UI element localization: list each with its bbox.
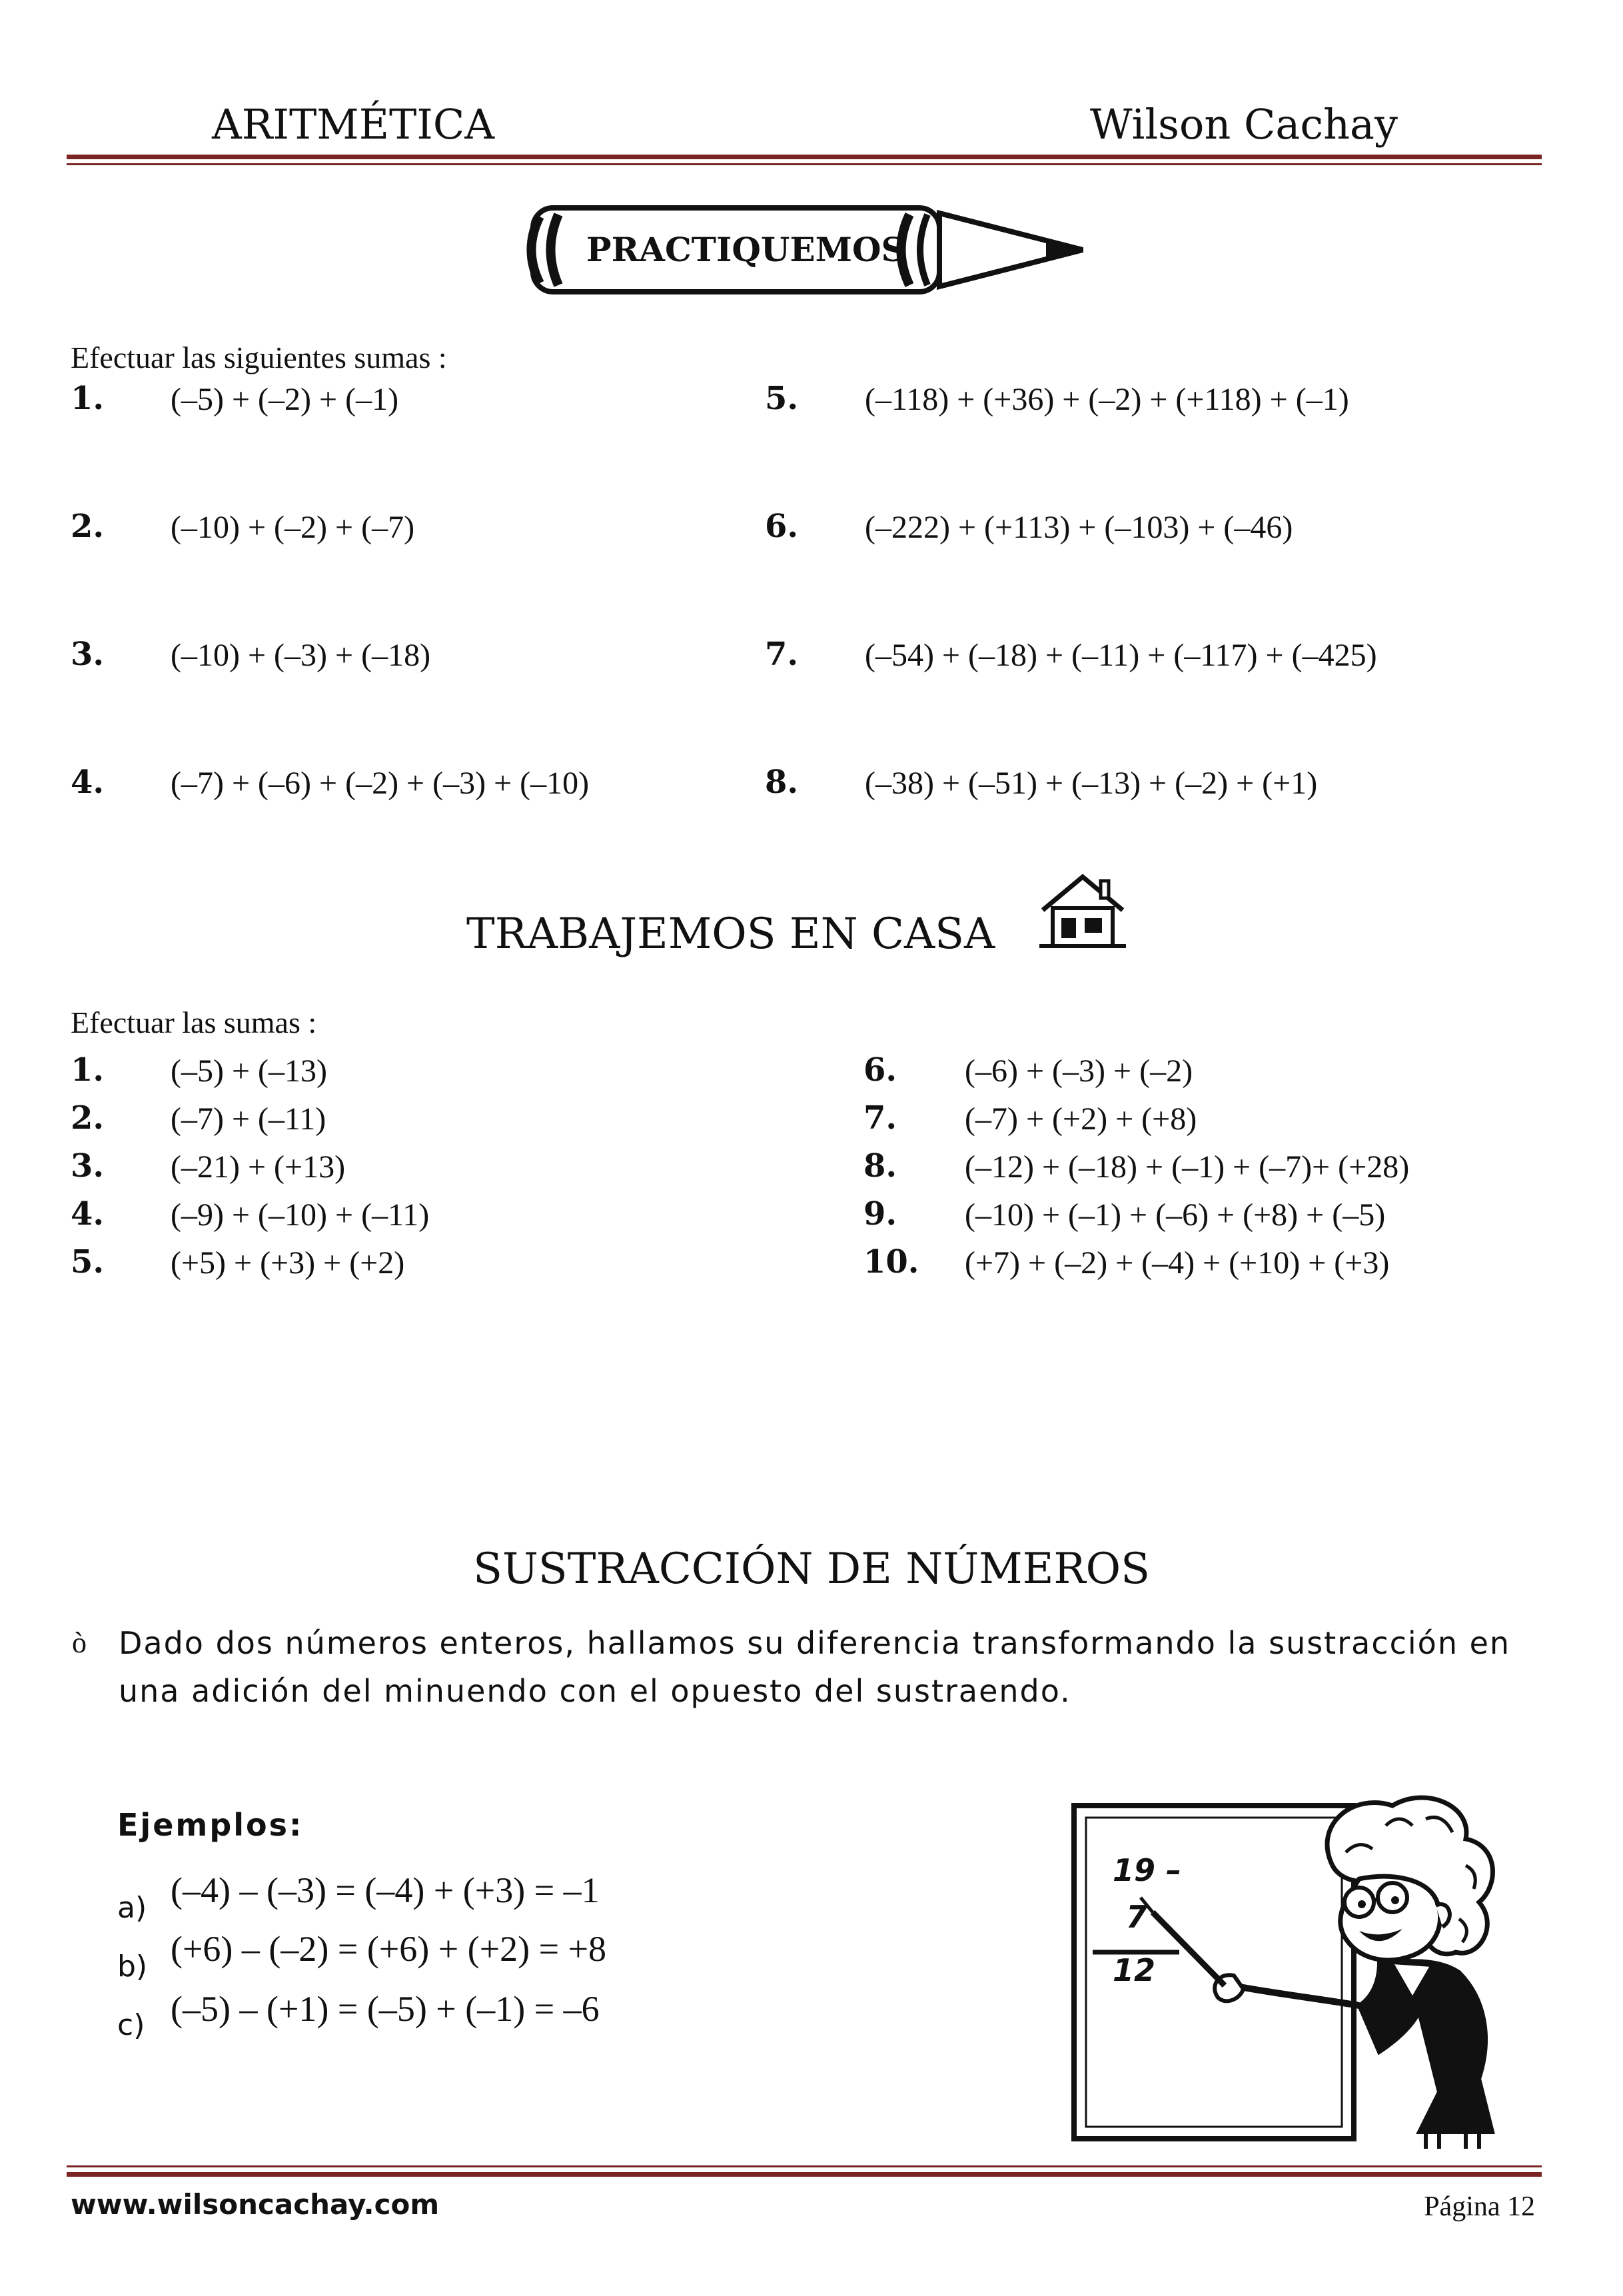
homework-item-expression: (–7) + (–11) — [171, 1101, 326, 1137]
practice-item-expression: (–5) + (–2) + (–1) — [171, 382, 399, 417]
practice-item-number: 5. — [765, 380, 799, 417]
homework-item-expression: (–21) + (+13) — [171, 1149, 346, 1185]
homework-title: TRABAJEMOS EN CASA — [466, 909, 995, 959]
practice-item-expression: (–7) + (–6) + (–2) + (–3) + (–10) — [171, 766, 590, 801]
homework-item-expression: (+5) + (+3) + (+2) — [171, 1245, 405, 1281]
footer-website-link[interactable]: www.wilsoncachay.com — [71, 2188, 440, 2221]
board-minuend: 19 – — [1113, 1852, 1182, 1888]
practice-item-number: 7. — [765, 636, 799, 673]
practice-item-number: 2. — [71, 508, 105, 545]
subtraction-definition-line-1: Dado dos números enteros, hallamos su diferencia transformando la sustracción en — [119, 1625, 1511, 1661]
header-rule-thick — [67, 155, 1542, 159]
homework-item-number: 7. — [863, 1099, 897, 1137]
example-equation: (–5) – (+1) = (–5) + (–1) = –6 — [171, 1989, 600, 2029]
board-result: 12 — [1113, 1952, 1156, 1988]
practice-item-number: 8. — [765, 764, 799, 801]
subtraction-definition-line-2: una adición del minuendo con el opuesto del sustraendo. — [119, 1673, 1071, 1709]
footer-page-number: Página 12 — [1424, 2191, 1535, 2222]
practice-instruction: Efectuar las siguientes sumas : — [71, 340, 447, 374]
homework-instruction: Efectuar las sumas : — [71, 1005, 317, 1039]
homework-item-number: 10. — [863, 1243, 919, 1281]
board-subtrahend: 7 — [1126, 1899, 1148, 1935]
header-rule-thin — [67, 163, 1542, 165]
practice-item-number: 3. — [71, 636, 105, 673]
practice-item-number: 1. — [71, 380, 105, 417]
footer-rule-thin — [67, 2165, 1542, 2167]
practice-item-number: 6. — [765, 508, 799, 545]
homework-item-expression: (+7) + (–2) + (–4) + (+10) + (+3) — [965, 1245, 1390, 1281]
homework-item-number: 3. — [71, 1147, 105, 1185]
homework-item-number: 8. — [863, 1147, 897, 1185]
house-icon — [1039, 871, 1126, 951]
homework-item-number: 2. — [71, 1099, 105, 1137]
examples-title: Ejemplos: — [117, 1807, 304, 1843]
homework-item-number: 4. — [71, 1195, 105, 1233]
homework-item-expression: (–12) + (–18) + (–1) + (–7)+ (+28) — [965, 1149, 1410, 1185]
practice-item-expression: (–10) + (–2) + (–7) — [171, 510, 415, 545]
homework-item-number: 9. — [863, 1195, 897, 1233]
homework-item-number: 6. — [863, 1051, 897, 1089]
example-letter: c) — [117, 2008, 145, 2042]
footer-rule-thick — [67, 2172, 1542, 2177]
practice-item-expression: (–54) + (–18) + (–11) + (–117) + (–425) — [865, 638, 1377, 673]
practice-item-number: 4. — [71, 764, 105, 801]
practice-badge-label: PRACTIQUEMOS — [586, 230, 905, 269]
example-equation: (+6) – (–2) = (+6) + (+2) = +8 — [171, 1929, 607, 1969]
example-equation: (–4) – (–3) = (–4) + (+3) = –1 — [171, 1870, 600, 1910]
homework-item-expression: (–10) + (–1) + (–6) + (+8) + (–5) — [965, 1197, 1386, 1233]
practice-item-expression: (–222) + (+113) + (–103) + (–46) — [865, 510, 1293, 545]
bullet-glyph: ò — [72, 1626, 87, 1659]
homework-item-expression: (–9) + (–10) + (–11) — [171, 1197, 430, 1233]
homework-item-number: 5. — [71, 1243, 105, 1281]
practice-item-expression: (–10) + (–3) + (–18) — [171, 638, 431, 673]
example-letter: a) — [117, 1891, 147, 1925]
homework-item-expression: (–5) + (–13) — [171, 1053, 328, 1089]
header-subject: ARITMÉTICA — [212, 100, 495, 149]
homework-item-expression: (–6) + (–3) + (–2) — [965, 1053, 1193, 1089]
header-author: Wilson Cachay — [1089, 100, 1398, 149]
example-letter: b) — [117, 1950, 148, 1984]
practice-item-expression: (–38) + (–51) + (–13) + (–2) + (+1) — [865, 766, 1318, 801]
practice-item-expression: (–118) + (+36) + (–2) + (+118) + (–1) — [865, 382, 1349, 417]
subtraction-title: SUSTRACCIÓN DE NÚMEROS — [473, 1544, 1150, 1594]
homework-item-number: 1. — [71, 1051, 105, 1089]
homework-item-expression: (–7) + (+2) + (+8) — [965, 1101, 1197, 1137]
